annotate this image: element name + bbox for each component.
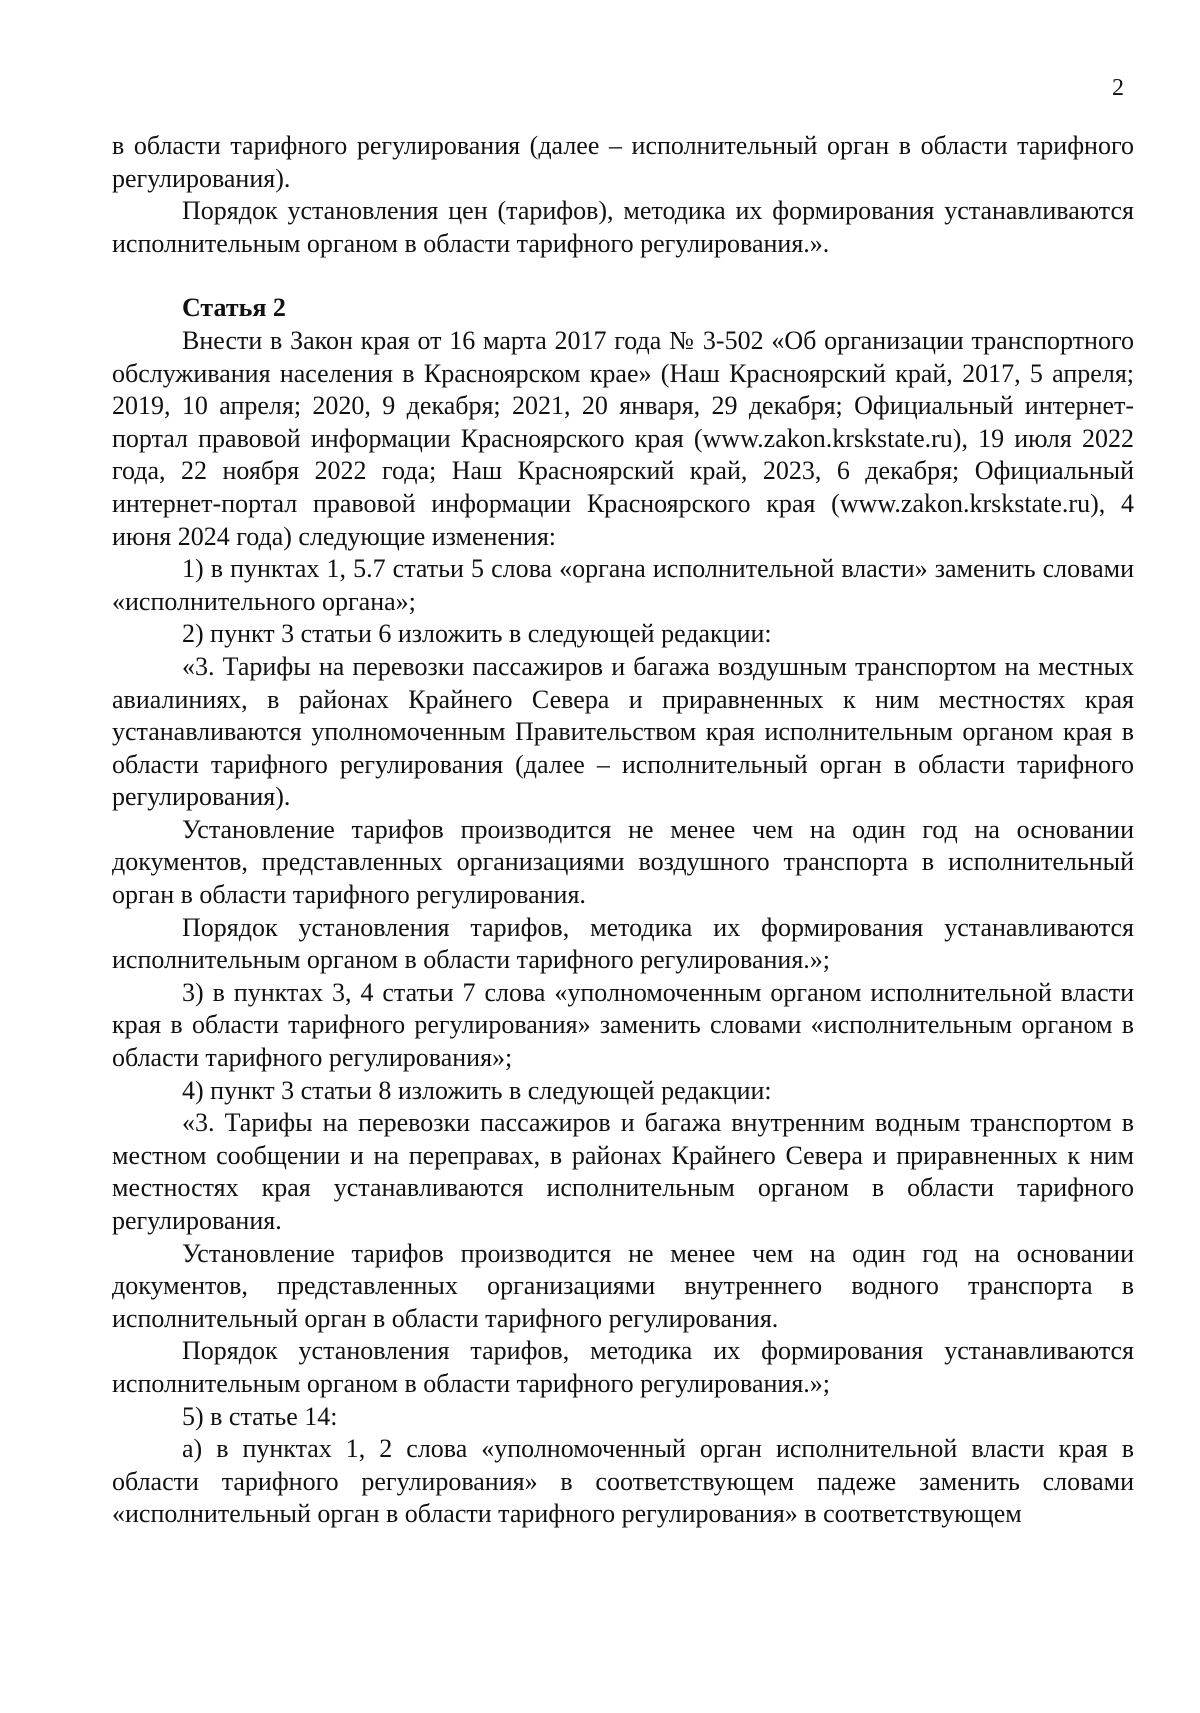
paragraph: 3) в пунктах 3, 4 статьи 7 слова «уполномоченным органом исполнительной власти края в области тарифного регулирования» заменить словами «исполнительным органом в области тарифного регулирования»; xyxy=(112,977,1134,1073)
paragraph: Порядок установления тарифов, методика их формирования устанавливаются исполнительным органом в области тарифного регулирования.»; xyxy=(112,1336,1134,1398)
paragraph: Установление тарифов производится не менее чем на один год на основании документов, представленных организациями внутреннего водного транспорта в исполнительный орган в области тарифного регулирования. xyxy=(112,1238,1134,1333)
document-body xyxy=(112,130,1134,1531)
paragraph: а) в пунктах 1, 2 слова «уполномоченный орган исполнительной власти края в области тарифного регулирования» в соответствующем падеже заменить словами «исполнительный орган в области тарифного регулирования» в соответствующем xyxy=(112,1434,1134,1529)
paragraph: Порядок установления тарифов, методика их формирования устанавливаются исполнительным органом в области тарифного регулирования.»; xyxy=(112,912,1134,975)
paragraph: 5) в статье 14: xyxy=(182,1401,338,1431)
paragraph: «3. Тарифы на перевозки пассажиров и багажа внутренним водным транспортом в местном сообщении и на переправах, в районах Крайнего Севера и приравненных к ним местностях края устанавливаются исполнительным органом в области тарифного регулирования. xyxy=(112,1108,1134,1235)
paragraph: 4) пункт 3 статьи 8 изложить в следующей редакции: xyxy=(182,1075,772,1105)
paragraph: Внести в Закон края от 16 марта 2017 года № 3-502 «Об организации транспортного обслуживания населения в Красноярском крае» (Наш Красноярский край, 2017, 5 апреля; 2019, 10 апреля; 2020, 9 декабря; 2021, 20 января, 29 декабря; Официальный интернет-портал правовой информации Красноярского края (www.zakon.krskstate.ru), 19 июля 2022 года, 22 ноября 2022 года; Наш Красноярский край, 2023, 6 декабря; Официальный интернет-портал правовой информации Красноярского края (www.zakon.krskstate.ru), 4 июня 2024 года) следующие изменения: xyxy=(112,325,1134,551)
paragraph: «3. Тарифы на перевозки пассажиров и багажа воздушным транспортом на местных авиалиниях, в районах Крайнего Севера и приравненных к ним местностях края устанавливаются уполномоченным Правительством края исполнительным органом края в области тарифного регулирования (далее – исполнительный орган в области тарифного регулирования). xyxy=(112,651,1134,812)
page-number: 2 xyxy=(1112,75,1124,101)
paragraph: 2) пункт 3 статьи 6 изложить в следующей редакции: xyxy=(182,619,772,649)
paragraph-continuation: в области тарифного регулирования (далее – исполнительный орган в области тарифного регулирования). xyxy=(112,131,1134,193)
article-heading: Статья 2 xyxy=(182,293,286,323)
paragraph: Порядок установления цен (тарифов), методика их формирования устанавливаются исполнительным органом в области тарифного регулирования.». xyxy=(112,196,1134,258)
paragraph: 1) в пунктах 1, 5.7 статьи 5 слова «органа исполнительной власти» заменить словами «исполнительного органа»; xyxy=(112,554,1134,616)
paragraph: Установление тарифов производится не менее чем на один год на основании документов, представленных организациями воздушного транспорта в исполнительный орган в области тарифного регулирования. xyxy=(112,814,1134,910)
